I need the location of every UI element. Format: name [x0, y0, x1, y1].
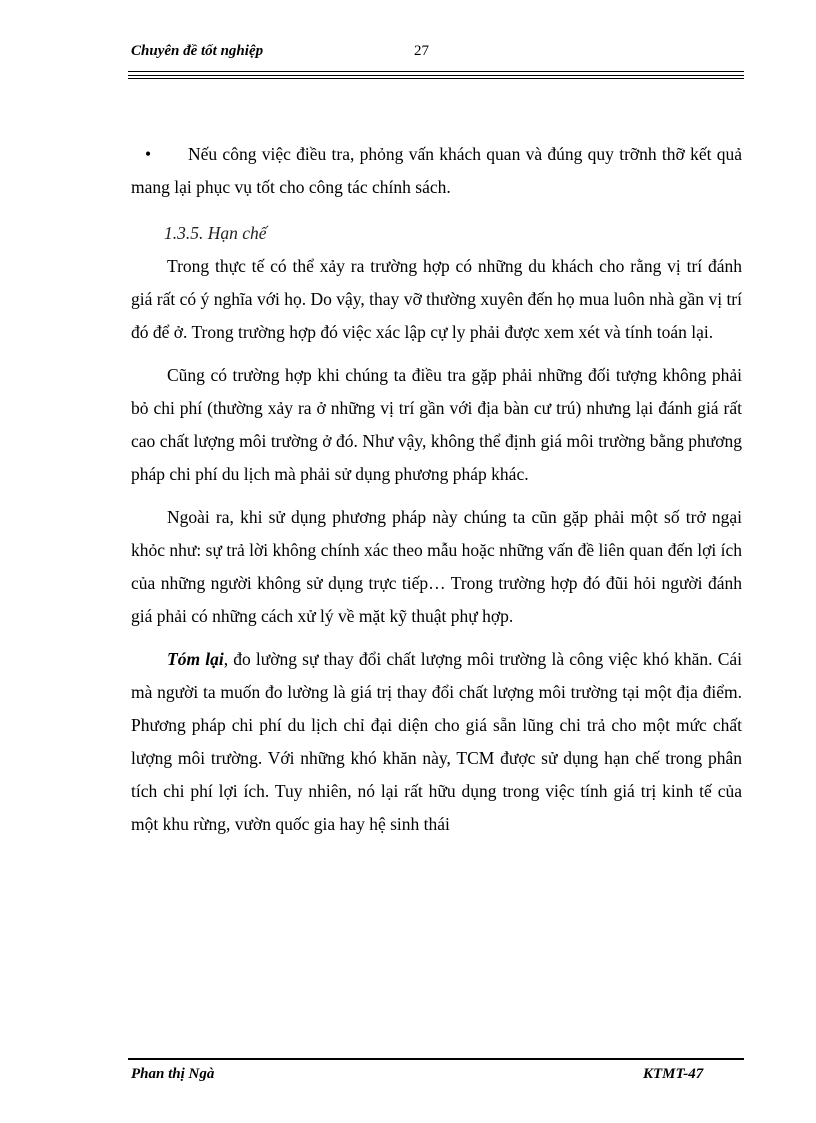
summary-text: , đo lường sự thay đổi chất lượng môi trường là công việc khó khăn. Cái mà người ta muốn đo lường là giá trị thay đổi chất lượng môi trường tại một địa điểm. Phương pháp chi phí du lịch chỉ đại diện cho giá sẵn lũng chi trả cho một mức chất lượng môi trường. Với những khó khăn này, TCM được sử dụng hạn chế trong phân tích chi phí lợi ích. Tuy nhiên, nó lại rất hữu dụng trong việc tính giá trị kinh tế của một khu rừng, vườn quốc gia hay hệ sinh thái — [131, 649, 742, 834]
header-rule-middle — [128, 75, 744, 76]
header-rule-bottom — [128, 78, 744, 79]
footer-class-code: KTMT-47 — [643, 1066, 704, 1082]
footer-author: Phan thị Ngà — [131, 1066, 215, 1082]
document-body — [131, 138, 742, 841]
header-title: Chuyên đề tốt nghiệp — [131, 43, 264, 59]
summary-paragraph — [131, 643, 742, 841]
summary-lead: Tóm lại — [167, 649, 224, 669]
bullet-item — [131, 138, 742, 204]
footer-rule — [128, 1058, 744, 1060]
paragraph-2: Cũng có trường hợp khi chúng ta điều tra gặp phải những đối tượng không phải bỏ chi phí (thường xảy ra ở những vị trí gần với địa bàn cư trú) nhưng lại đánh giá rất cao chất lượng môi trường ở đó. Như vậy, không thể định giá môi trường bằng phương pháp chi phí du lịch mà phải sử dụng phương pháp khác. — [131, 365, 742, 484]
section-heading: 1.3.5. Hạn chế — [164, 223, 267, 243]
bullet-icon: • — [145, 144, 152, 164]
bullet-text: Nếu công việc điều tra, phỏng vấn khách quan và đúng quy trỡnh thỡ kết quả mang lại phục vụ tốt cho công tác chính sách. — [131, 144, 742, 197]
paragraph-3: Ngoài ra, khi sử dụng phương pháp này chúng ta cũn gặp phải một số trở ngại khỏc như: sự trả lời không chính xác theo mẫu hoặc những vấn đề liên quan đến lợi ích của những người không sử dụng trực tiếp… Trong trường hợp đó đũi hỏi người đánh giá phải có những cách xử lý về mặt kỹ thuật phự hợp. — [131, 507, 742, 626]
page-number: 27 — [414, 43, 429, 59]
paragraph-1: Trong thực tế có thể xảy ra trường hợp có những du khách cho rằng vị trí đánh giá rất có ý nghĩa với họ. Do vậy, thay vỡ thường xuyên đến họ mua luôn nhà gần vị trí đó để ở. Trong trường hợp đó việc xác lập cự ly phải được xem xét và tính toán lại. — [131, 256, 742, 342]
header-rule-top — [128, 71, 744, 72]
